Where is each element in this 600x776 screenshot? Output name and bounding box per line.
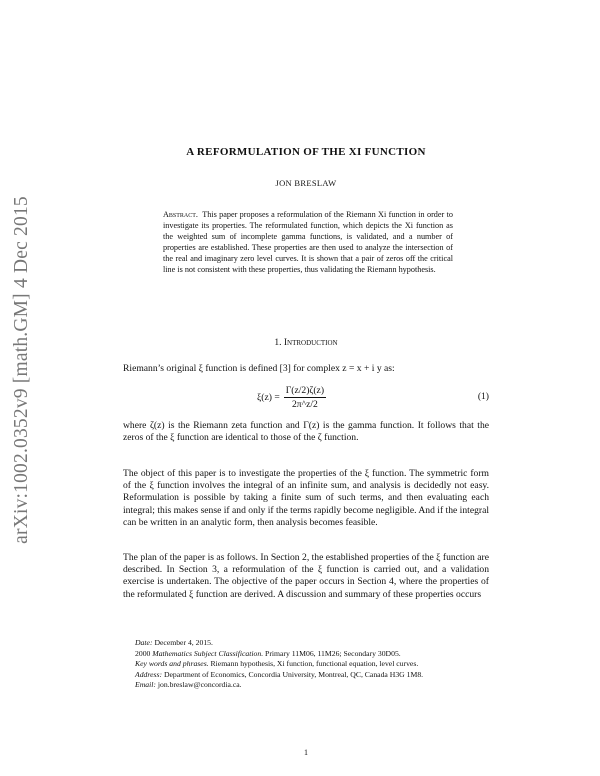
- equation-denominator: 2π^z/2: [291, 398, 318, 410]
- section-name: Introduction: [283, 338, 338, 348]
- paragraph-1: where ζ(z) is the Riemann zeta function and Γ(z) is the gamma function. It follows that the zeros of the ξ function are identical to those of the ζ function.: [123, 420, 489, 444]
- section-heading: [123, 338, 489, 348]
- footnote-keywords: Key words and phrases. Riemann hypothesis, Xi function, functional equation, level curves.: [135, 659, 419, 668]
- arxiv-stamp: [2, 135, 42, 605]
- arxiv-identifier: arXiv:1002.0352v9 [math.GM] 4 Dec 2015: [11, 196, 32, 544]
- footnote-date: Date: December 4, 2015.: [135, 638, 213, 647]
- abstract-text: This paper proposes a reformulation of the Riemann Xi function in order to investigate its properties. The reformulated function, which depicts the Xi function as the weighted sum of incomplete gamma functions, is validated, and a number of properties are established. These properties are then used to analyze the intersection of the real and imaginary zero level curves. It is shown that a pair of zeros off the critical line is not consistent with these properties, thus validating the Riemann hypothesis.: [163, 210, 453, 274]
- abstract-label: Abstract.: [163, 210, 198, 219]
- equation-fraction: [284, 385, 326, 410]
- footnote-msc: 2000 Mathematics Subject Classification. Primary 11M06, 11M26; Secondary 30D05.: [135, 648, 401, 658]
- footnote-address: Address: Department of Economics, Concordia University, Montreal, QC, Canada H3G 1M8.: [135, 669, 424, 679]
- footnote-email: Email: jon.breslaw@concordia.ca.: [135, 680, 242, 689]
- equation-number: (1): [477, 391, 489, 402]
- section-number: 1.: [274, 338, 282, 348]
- intro-line: Riemann’s original ξ function is defined [3] for complex z = x + i y as:: [123, 363, 395, 374]
- equation-lhs: ξ(z) =: [257, 391, 280, 403]
- footnotes: [123, 638, 489, 691]
- paper-author: JON BRESLAW: [275, 178, 337, 188]
- abstract: [163, 210, 453, 275]
- equation-1: [123, 380, 489, 414]
- paper-title: A REFORMULATION OF THE XI FUNCTION: [186, 146, 426, 158]
- paragraph-2: The object of this paper is to investigate the properties of the ξ function. The symmetric form of the ξ function involves the integral of an infinite sum, and analysis is decidedly not easy. Reformulation is possible by taking a finite sum of such terms, and then evaluating each integral; this makes sense if and only if the terms rapidly become negligible. And if the integral can be written in an analytic form, then analysis becomes feasible.: [123, 468, 489, 528]
- equation-numerator: Γ(z/2)ζ(z): [285, 384, 325, 396]
- paragraph-3: The plan of the paper is as follows. In Section 2, the established properties of the ξ function are described. In Section 3, a reformulation of the ξ function is carried out, and a validation exercise is undertaken. The objective of the paper occurs in Section 4, where the properties of the reformulated ξ function are derived. A discussion and summary of these properties occurs: [123, 552, 489, 600]
- page-number: 1: [304, 748, 308, 757]
